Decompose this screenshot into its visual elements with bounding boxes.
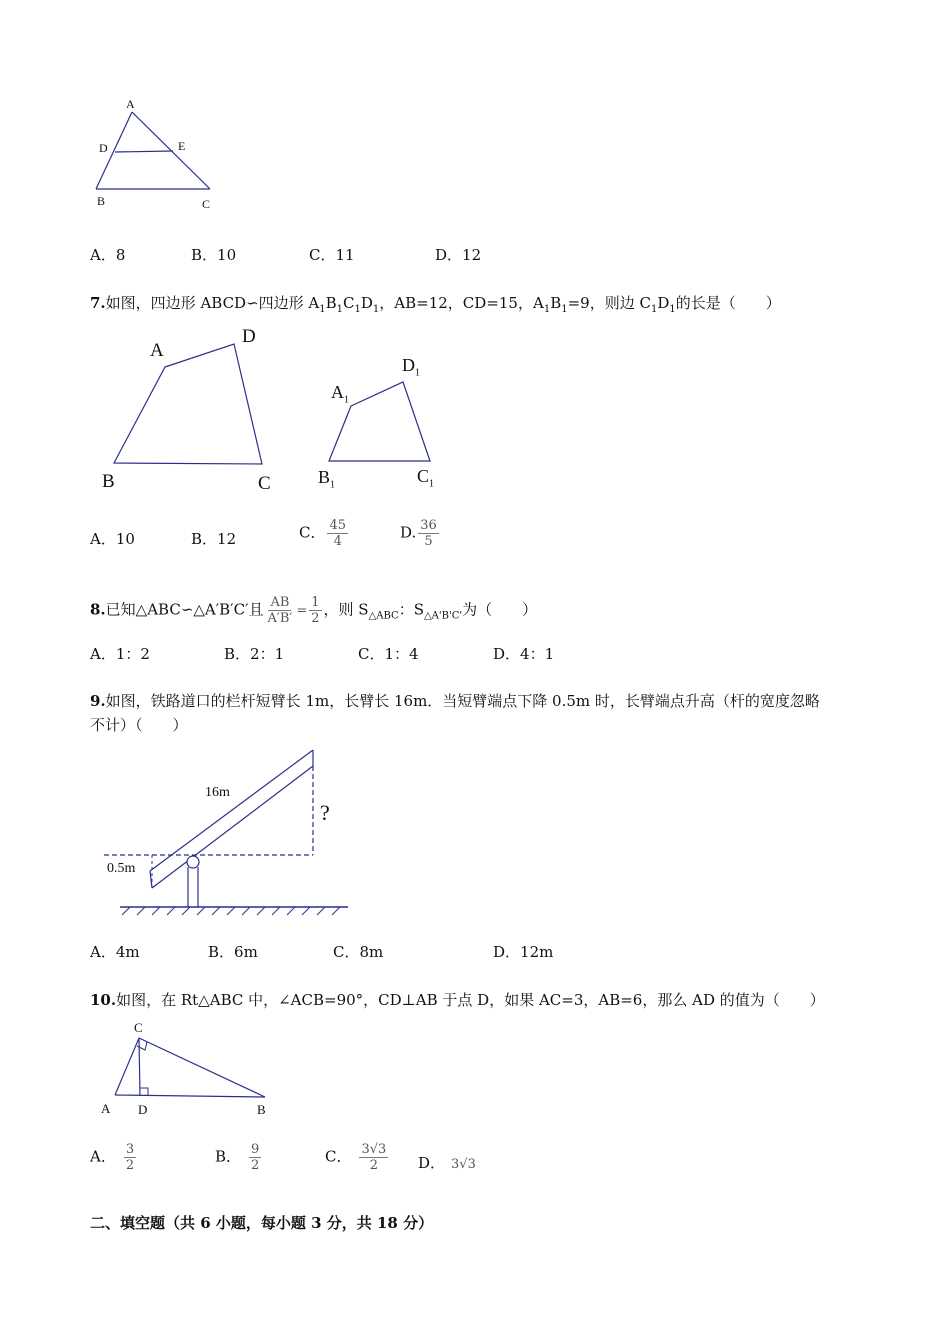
q7-small-label-a1: $A_1$	[331, 382, 349, 406]
q8-text-3: ：S	[398, 600, 424, 619]
q6-option-b[interactable]: B．10	[191, 246, 237, 264]
q7-text-4: 的长是（ ）	[675, 294, 781, 312]
q6-option-d[interactable]: D．12	[435, 246, 482, 264]
q8-option-a[interactable]: A．1：2	[90, 645, 150, 663]
q9-long-arm-label: 16m	[205, 785, 230, 800]
q10-b-fraction: $\frac{9}{2}$	[251, 1142, 260, 1173]
q7-sub: 1	[354, 304, 361, 315]
q7-big-label-b: B	[102, 471, 115, 492]
q7-text-d2: D	[657, 294, 670, 312]
q8-text-2: ，则 S	[323, 600, 369, 619]
q10-right-triangle-figure	[100, 1030, 280, 1110]
q8-text-4: 为（ ）	[462, 600, 538, 619]
q8-stem	[90, 595, 537, 629]
q9-option-c[interactable]: C．8m	[333, 943, 384, 961]
label-b: B	[97, 194, 106, 208]
q6-option-c[interactable]: C．11	[309, 246, 355, 264]
q9-question-mark: ?	[320, 800, 330, 825]
q8-option-d[interactable]: D．4：1	[493, 645, 555, 663]
q10-text: 如图，在 Rt△ABC 中，∠ACB=90°，CD⊥AB 于点 D，如果 AC=3，AB=6，那么 AD 的值为（ ）	[116, 991, 825, 1009]
q9-stem	[90, 689, 880, 737]
q10-number: 10.	[90, 991, 117, 1009]
label-c: C	[202, 197, 211, 211]
q10-option-b[interactable]: B． $\frac{9}{2}$	[215, 1142, 260, 1173]
q7-text-2: ，AB=12，CD=15，A	[379, 294, 544, 312]
q7-text-b: B	[325, 294, 337, 312]
q9-option-a[interactable]: A．4m	[90, 943, 140, 961]
q7-quadrilateral-abcd	[100, 330, 280, 480]
q8-sub-abc: △ABC	[368, 610, 399, 622]
q7-option-a[interactable]: A．10	[90, 530, 135, 548]
q8-sub-abc-prime: △A'B'C'	[423, 610, 463, 622]
q7-sub: 1	[336, 304, 344, 315]
q9-option-b[interactable]: B．6m	[208, 943, 258, 961]
q8-option-b[interactable]: B．2：1	[224, 645, 285, 663]
label-e: E	[178, 139, 186, 153]
q7-text-b2: B	[550, 294, 562, 312]
q10-label-a: A	[101, 1101, 111, 1116]
q9-option-d[interactable]: D．12m	[493, 943, 554, 961]
q10-a-fraction: $\frac{3}{2}$	[125, 1142, 135, 1173]
q9-short-arm-label: 0.5m	[107, 861, 136, 876]
q7-small-label-d1: $D_1$	[402, 355, 420, 379]
label-d: D	[99, 141, 108, 155]
q7-sub: 1	[561, 304, 568, 315]
q7-sub: 1	[319, 304, 326, 315]
q7-text-c: C	[343, 294, 355, 312]
q7-stem	[90, 291, 781, 322]
q7-number: 7.	[90, 294, 106, 312]
q7-small-label-b1: $B_1$	[318, 467, 336, 491]
q7-sub: 1	[650, 304, 658, 315]
q7-big-label-a: A	[150, 340, 164, 361]
q7-big-label-c: C	[258, 473, 271, 494]
q8-half-fraction: $\frac{1}{2}$	[311, 595, 320, 626]
q6-option-a[interactable]: A．8	[90, 246, 126, 264]
q10-label-d: D	[138, 1102, 148, 1117]
q7-big-label-d: D	[242, 326, 256, 347]
q9-line-1: 如图，铁路道口的栏杆短臂长 1m，长臂长 16m．当短臂端点下降 0.5m 时，长臂端点升高（杆的宽度忽略	[105, 692, 820, 710]
q9-railway-barrier-figure	[100, 740, 360, 920]
q8-text-1: 已知△ABC∽△A′B′C′且	[105, 600, 264, 619]
q7-d-fraction: $\frac{36}{5}$	[420, 518, 437, 549]
q9-line-2: 不计）（ ）	[90, 716, 188, 734]
q10-label-c: C	[134, 1020, 143, 1035]
q7-sub: 1	[543, 304, 551, 315]
q7-option-c[interactable]: C． $\frac{45}{4}$	[299, 518, 347, 549]
q7-text-d: D	[360, 294, 373, 312]
q8-equals: =	[296, 603, 308, 619]
q7-small-label-c1: $C_1$	[417, 466, 435, 490]
q7-option-d[interactable]: D. $\frac{36}{5}$	[400, 518, 437, 549]
section-2-heading: 二、填空题（共 6 小题，每小题 3 分，共 18 分）	[90, 1214, 434, 1232]
q10-d-value: 3√3	[451, 1157, 476, 1172]
q7-sub: 1	[669, 304, 676, 315]
q10-stem	[90, 988, 825, 1012]
q10-c-fraction: $\frac{3√3}{2}$	[361, 1142, 387, 1173]
q7-sub: 1	[372, 304, 380, 315]
q10-option-a[interactable]: A． $\frac{3}{2}$	[90, 1142, 135, 1173]
q10-option-c[interactable]: C． $\frac{3√3}{2}$	[325, 1142, 387, 1173]
q8-option-c[interactable]: C．1：4	[358, 645, 419, 663]
q9-number: 9.	[90, 692, 106, 710]
q10-option-d[interactable]: D． 3√3	[418, 1154, 476, 1172]
q7-option-b[interactable]: B．12	[191, 530, 237, 548]
q7-c-fraction: $\frac{45}{4}$	[329, 518, 347, 549]
q10-label-b: B	[257, 1102, 266, 1117]
q7-text-3: =9，则边 C	[567, 294, 651, 312]
q8-number: 8.	[90, 600, 106, 619]
q7-text-1: 如图，四边形 ABCD∽四边形 A	[105, 294, 320, 312]
q8-ratio-fraction: $\frac{AB}{A'B'}$	[267, 595, 293, 626]
label-a: A	[126, 97, 135, 111]
